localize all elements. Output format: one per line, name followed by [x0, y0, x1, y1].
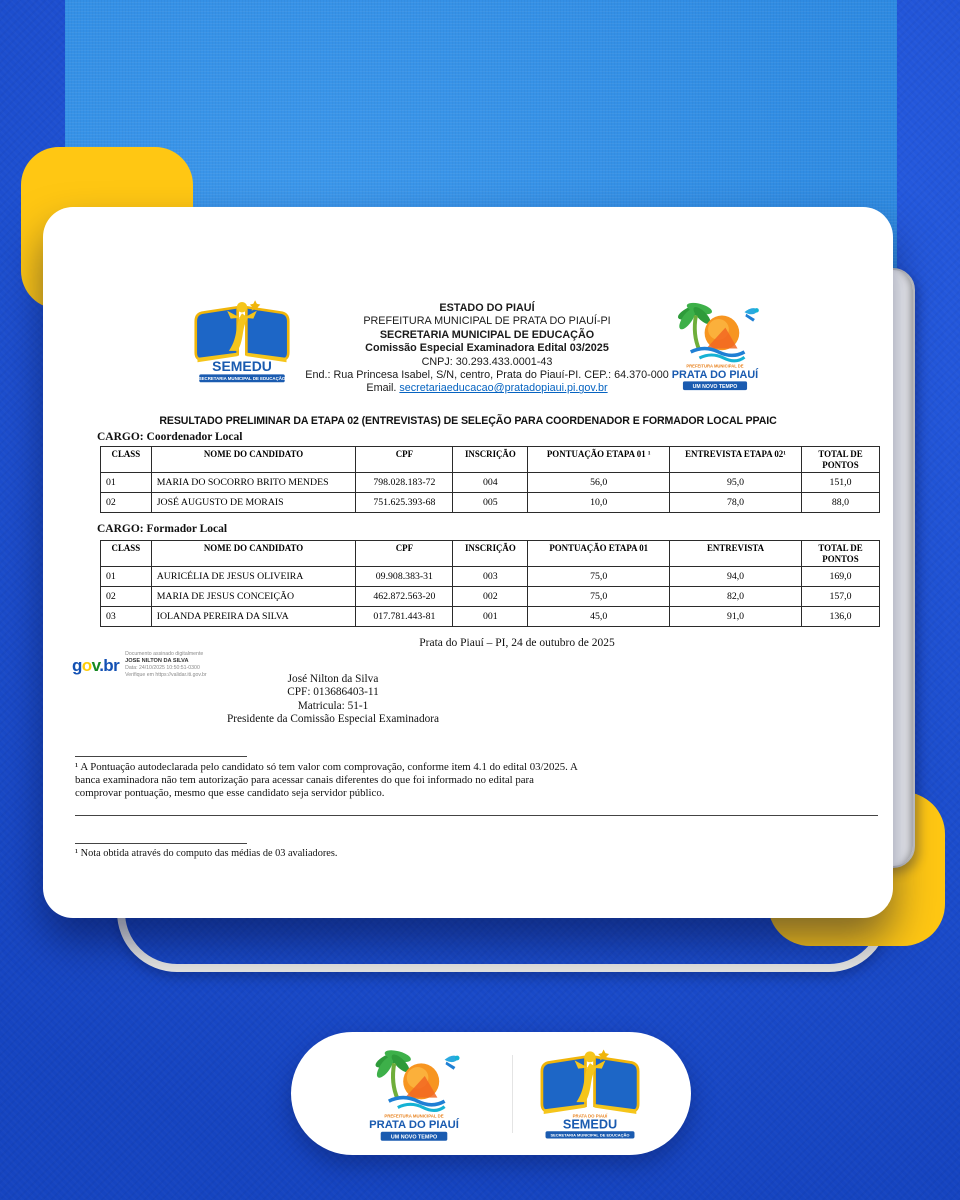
table-cell: 151,0 [801, 473, 879, 493]
header-secretaria: SECRETARIA MUNICIPAL DE EDUCAÇÃO [379, 328, 595, 341]
prata-logo-name: PRATA DO PIAUÍ [368, 1118, 459, 1131]
stamp-signer-name: JOSE NILTON DA SILVA [125, 658, 189, 664]
table-cell: 91,0 [670, 607, 802, 627]
column-header: ENTREVISTA [670, 541, 802, 567]
table-cell: 462.872.563-20 [356, 587, 453, 607]
footnote-rule-2 [75, 843, 247, 844]
prata-logo-banner: UM NOVO TEMPO [390, 1134, 437, 1141]
horizontal-rule [75, 815, 878, 816]
table-cell: 01 [101, 567, 152, 587]
signature-block [103, 673, 563, 727]
table-cell: 017.781.443-81 [356, 607, 453, 627]
column-header: INSCRIÇÃO [453, 447, 528, 473]
semedu-logo-subtitle: PRATA DO PIAUÍ [572, 1113, 607, 1119]
email-label: Email. [366, 382, 400, 395]
document-card [43, 207, 893, 918]
coordenador-results-table [100, 446, 880, 513]
table-row [101, 567, 880, 587]
table-cell: 136,0 [801, 607, 879, 627]
table-row [101, 587, 880, 607]
header-prefeitura: PREFEITURA MUNICIPAL DE PRATA DO PIAUÍ-PI [363, 315, 611, 328]
footnote-2: ¹ Nota obtida através do computo das médias de 03 avaliadores. [75, 848, 338, 859]
pill-divider [512, 1055, 513, 1133]
semedu-logo-name: SEMEDU [562, 1116, 617, 1131]
semedu-logo-banner: SECRETARIA MUNICIPAL DE EDUCAÇÃO [549, 1132, 630, 1138]
table-cell: 75,0 [528, 567, 670, 587]
table-cell: 78,0 [670, 493, 802, 513]
table-cell: 56,0 [528, 473, 670, 493]
header-cnpj: CNPJ: 30.293.433.0001-43 [421, 355, 553, 368]
table-cell: 169,0 [801, 567, 879, 587]
signer-role: Presidente da Comissão Especial Examinadora [226, 713, 440, 726]
table-cell: 95,0 [670, 473, 802, 493]
table-cell: IOLANDA PEREIRA DA SILVA [151, 607, 356, 627]
table-cell: AURICÉLIA DE JESUS OLIVEIRA [151, 567, 356, 587]
column-header: CPF [356, 447, 453, 473]
signer-matricula: Matricula: 51-1 [297, 699, 369, 712]
column-header: TOTAL DE PONTOS [801, 447, 879, 473]
header-endereco: End.: Rua Princesa Isabel, S/N, centro, Prata do Piauí-PI. CEP.: 64.370-000 [305, 369, 669, 382]
table-cell: MARIA DO SOCORRO BRITO MENDES [151, 473, 356, 493]
stamp-line-signed: Documento assinado digitalmente [125, 651, 204, 657]
prata-logo-pretitle: PREFEITURA MUNICIPAL DE [686, 363, 744, 369]
column-header: TOTAL DE PONTOS [801, 541, 879, 567]
prata-do-piaui-logo-footer [334, 1040, 494, 1148]
govbr-letters-br: .br [99, 656, 120, 675]
govbr-logo [72, 657, 119, 674]
signer-name: José Nilton da Silva [287, 673, 379, 685]
column-header: PONTUAÇÃO ETAPA 01 [528, 541, 670, 567]
table-cell: 03 [101, 607, 152, 627]
dateline: Prata do Piauí – PI, 24 de outubro de 2025 [419, 637, 615, 649]
column-header: NOME DO CANDIDATO [151, 447, 356, 473]
table-cell: 45,0 [528, 607, 670, 627]
table-header-row [101, 447, 880, 473]
footnote-1: ¹ A Pontuação autodeclarada pelo candidato só tem valor com comprovação, conforme item 4.1 do edital 03/2025. A banca examinadora não tem autorização para acessar canais diferentes do que foi informado no edital para comprovar pontuação, mesmo que esse candidato seja servidor público. [75, 761, 578, 799]
table-cell: 75,0 [528, 587, 670, 607]
table-cell: 157,0 [801, 587, 879, 607]
prata-logo-pretitle: PREFEITURA MUNICIPAL DE [383, 1112, 444, 1118]
signer-cpf: CPF: 013686403-11 [287, 686, 379, 699]
prata-logo-name: PRATA DO PIAUÍ [671, 368, 759, 381]
govbr-letter-v: v [91, 656, 100, 675]
column-header: ENTREVISTA ETAPA 02¹ [670, 447, 802, 473]
prata-logo-banner: UM NOVO TEMPO [692, 383, 738, 390]
column-header: CLASS [101, 447, 152, 473]
document-title: RESULTADO PRELIMINAR DA ETAPA 02 (ENTREVISTAS) DE SELEÇÃO PARA COORDENADOR E FORMADOR LOCAL PPAIC [159, 415, 777, 427]
table-cell: 09.908.383-31 [356, 567, 453, 587]
table-cell: JOSÉ AUGUSTO DE MORAIS [151, 493, 356, 513]
govbr-letter-o: o [81, 656, 92, 675]
table-cell: 01 [101, 473, 152, 493]
semedu-logo-name: SEMEDU [212, 357, 272, 374]
table-cell: 005 [453, 493, 528, 513]
table-cell: 798.028.183-72 [356, 473, 453, 493]
header-state: ESTADO DO PIAUÍ [439, 302, 535, 314]
table-cell: 003 [453, 567, 528, 587]
table-cell: 02 [101, 493, 152, 513]
semedu-logo-footer [531, 1044, 649, 1144]
govbr-letter-g: g [72, 656, 82, 675]
column-header: NOME DO CANDIDATO [151, 541, 356, 567]
table-cell: 751.625.393-68 [356, 493, 453, 513]
header-comissao: Comissão Especial Examinadora Edital 03/2025 [365, 342, 609, 355]
cargo-coordenador-label: CARGO: Coordenador Local [97, 431, 243, 443]
table-row [101, 607, 880, 627]
email-link[interactable]: secretariaeducacao@pratadopiaui.pi.gov.br [399, 382, 608, 395]
table-cell: 10,0 [528, 493, 670, 513]
semedu-logo-banner: SECRETARIA MUNICIPAL DE EDUCAÇÃO [198, 376, 286, 382]
cargo-formador-label: CARGO: Formador Local [97, 523, 228, 535]
table-row [101, 473, 880, 493]
footnote-rule-1 [75, 756, 247, 757]
table-cell: 02 [101, 587, 152, 607]
table-row [101, 493, 880, 513]
table-cell: 88,0 [801, 493, 879, 513]
table-cell: 82,0 [670, 587, 802, 607]
column-header: CPF [356, 541, 453, 567]
table-cell: 001 [453, 607, 528, 627]
footer-logo-pill [291, 1032, 691, 1155]
stamp-verify-url: Verifique em https://validar.iti.gov.br [125, 672, 207, 678]
formador-results-table [100, 540, 880, 627]
table-header-row [101, 541, 880, 567]
table-cell: 002 [453, 587, 528, 607]
prata-do-piaui-logo [653, 293, 777, 397]
column-header: INSCRIÇÃO [453, 541, 528, 567]
stamp-date: Data: 24/10/2025 10:50:51-0300 [125, 665, 200, 671]
table-cell: 94,0 [670, 567, 802, 587]
column-header: CLASS [101, 541, 152, 567]
table-cell: 004 [453, 473, 528, 493]
table-cell: MARIA DE JESUS CONCEIÇÃO [151, 587, 356, 607]
column-header: PONTUAÇÃO ETAPA 01 ¹ [528, 447, 670, 473]
